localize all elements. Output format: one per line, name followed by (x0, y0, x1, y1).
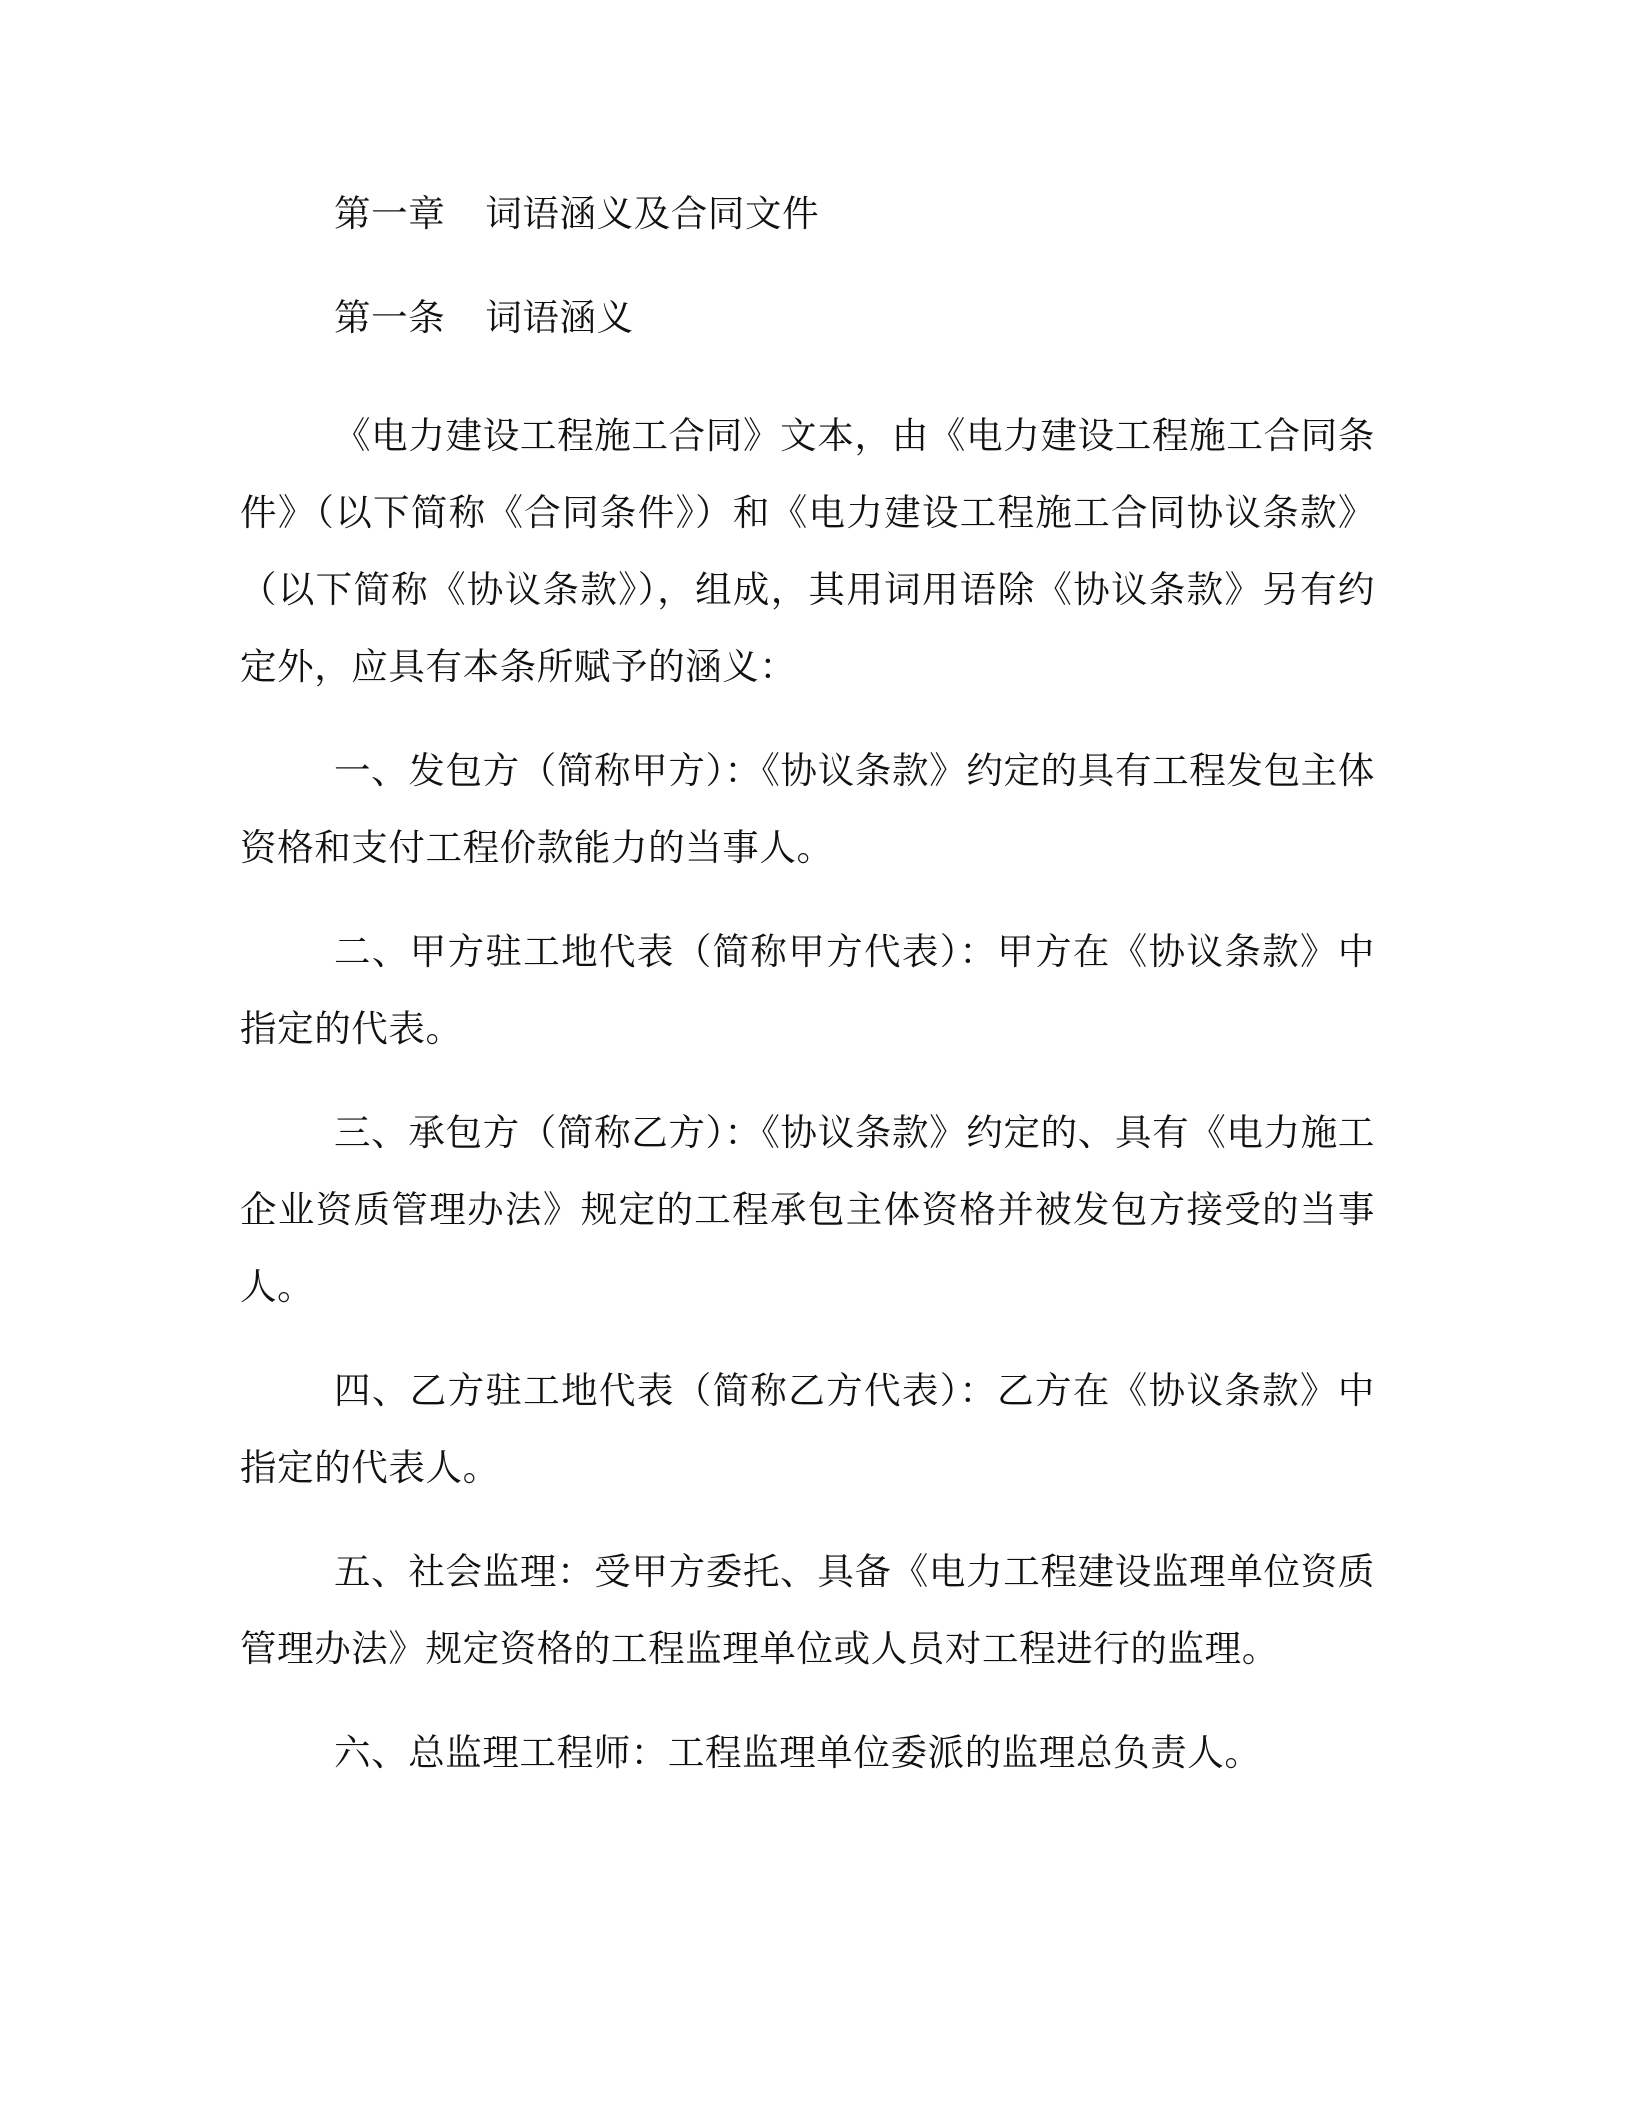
chapter-number: 第一章 (334, 192, 446, 235)
article-heading (240, 292, 1375, 344)
definition-item-4: 四、乙方驻工地代表（简称乙方代表）：乙方在《协议条款》中指定的代表人。 (240, 1369, 1375, 1489)
article-number: 第一条 (334, 296, 446, 339)
document-body (240, 188, 1375, 1818)
definition-item-1: 一、发包方（简称甲方）：《协议条款》约定的具有工程发包主体资格和支付工程价款能力的当事人。 (240, 749, 1375, 869)
definition-item-6: 六、总监理工程师：工程监理单位委派的监理总负责人。 (334, 1731, 1262, 1774)
intro-paragraph: 《电力建设工程施工合同》文本，由《电力建设工程施工合同条件》（以下简称《合同条件》）和《电力建设工程施工合同协议条款》（以下简称《协议条款》），组成，其用词用语除《协议条款》另有约定外，应具有本条所赋予的涵义： (240, 414, 1375, 688)
definition-item-2: 二、甲方驻工地代表（简称甲方代表）：甲方在《协议条款》中指定的代表。 (240, 930, 1375, 1050)
definition-item-5: 五、社会监理：受甲方委托、具备《电力工程建设监理单位资质管理办法》规定资格的工程监理单位或人员对工程进行的监理。 (240, 1550, 1375, 1670)
article-title: 词语涵义 (485, 296, 634, 339)
chapter-title: 词语涵义及合同文件 (485, 192, 820, 235)
chapter-heading (240, 188, 1375, 240)
definition-item-3: 三、承包方（简称乙方）：《协议条款》约定的、具有《电力施工企业资质管理办法》规定的工程承包主体资格并被发包方接受的当事人。 (240, 1111, 1375, 1308)
